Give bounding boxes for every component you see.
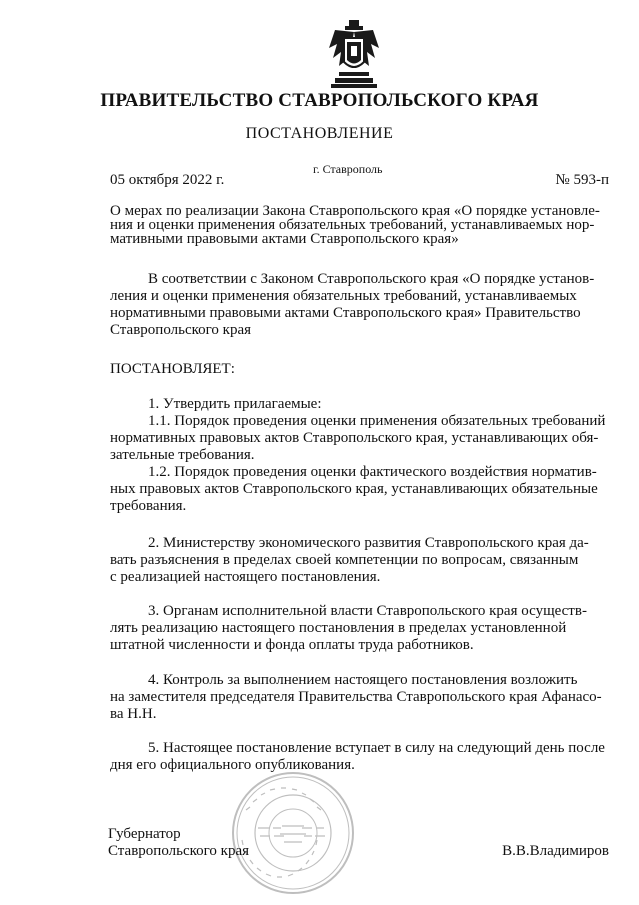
organization-title: ПРАВИТЕЛЬСТВО СТАВРОПОЛЬСКОГО КРАЯ — [100, 90, 539, 111]
city: г. Ставрополь — [313, 162, 383, 176]
item-5: 5. Настоящее постановление вступает в силу на следующий день после дня его официального опубликования. — [110, 740, 605, 773]
signatory-title: Губернатор Ставропольского края — [108, 826, 249, 859]
item-1: 1. Утвердить прилагаемые: — [148, 396, 322, 412]
document-number: № 593-п — [555, 172, 609, 188]
item-1-2: 1.2. Порядок проведения оценки фактического воздействия норматив- ных правовых актов Ставропольского края, устанавливающих обязательные требования. — [110, 464, 598, 514]
coat-of-arms-icon — [327, 18, 381, 90]
document-type: ПОСТАНОВЛЕНИЕ — [245, 125, 394, 142]
resolves-heading: ПОСТАНОВЛЯЕТ: — [110, 361, 235, 377]
document-date: 05 октября 2022 г. — [110, 172, 225, 188]
item-1-1: 1.1. Порядок проведения оценки применения обязательных требований нормативных правовых актов Ставропольского края, устанавливающих обя- зательные требования. — [110, 413, 606, 463]
item-4: 4. Контроль за выполнением настоящего постановления возложить на заместителя председателя Правительства Ставропольского края Афанасо- ва Н.Н. — [110, 672, 602, 722]
item-3: 3. Органам исполнительной власти Ставропольского края осуществ- лять реализацию настоящего постановления в пределах установленной штатной численности и фонда оплаты труда работников. — [110, 603, 587, 653]
preamble-paragraph: В соответствии с Законом Ставропольского края «О порядке установ- ления и оценки применения обязательных требований, устанавливаемых нормативными правовыми актами Ставропольского края» Правительство Ставропольского края — [110, 271, 595, 338]
signatory-name: В.В.Владимиров — [502, 843, 609, 859]
item-2: 2. Министерству экономического развития Ставропольского края да- вать разъяснения в пределах своей компетенции по вопросам, связанным с реализацией настоящего постановления. — [110, 535, 589, 585]
document-subject: О мерах по реализации Закона Ставропольского края «О порядке установле- ния и оценки применения обязательных требований, устанавливаемых нор- мативными правовыми актами Ставропольского края» — [110, 203, 600, 247]
